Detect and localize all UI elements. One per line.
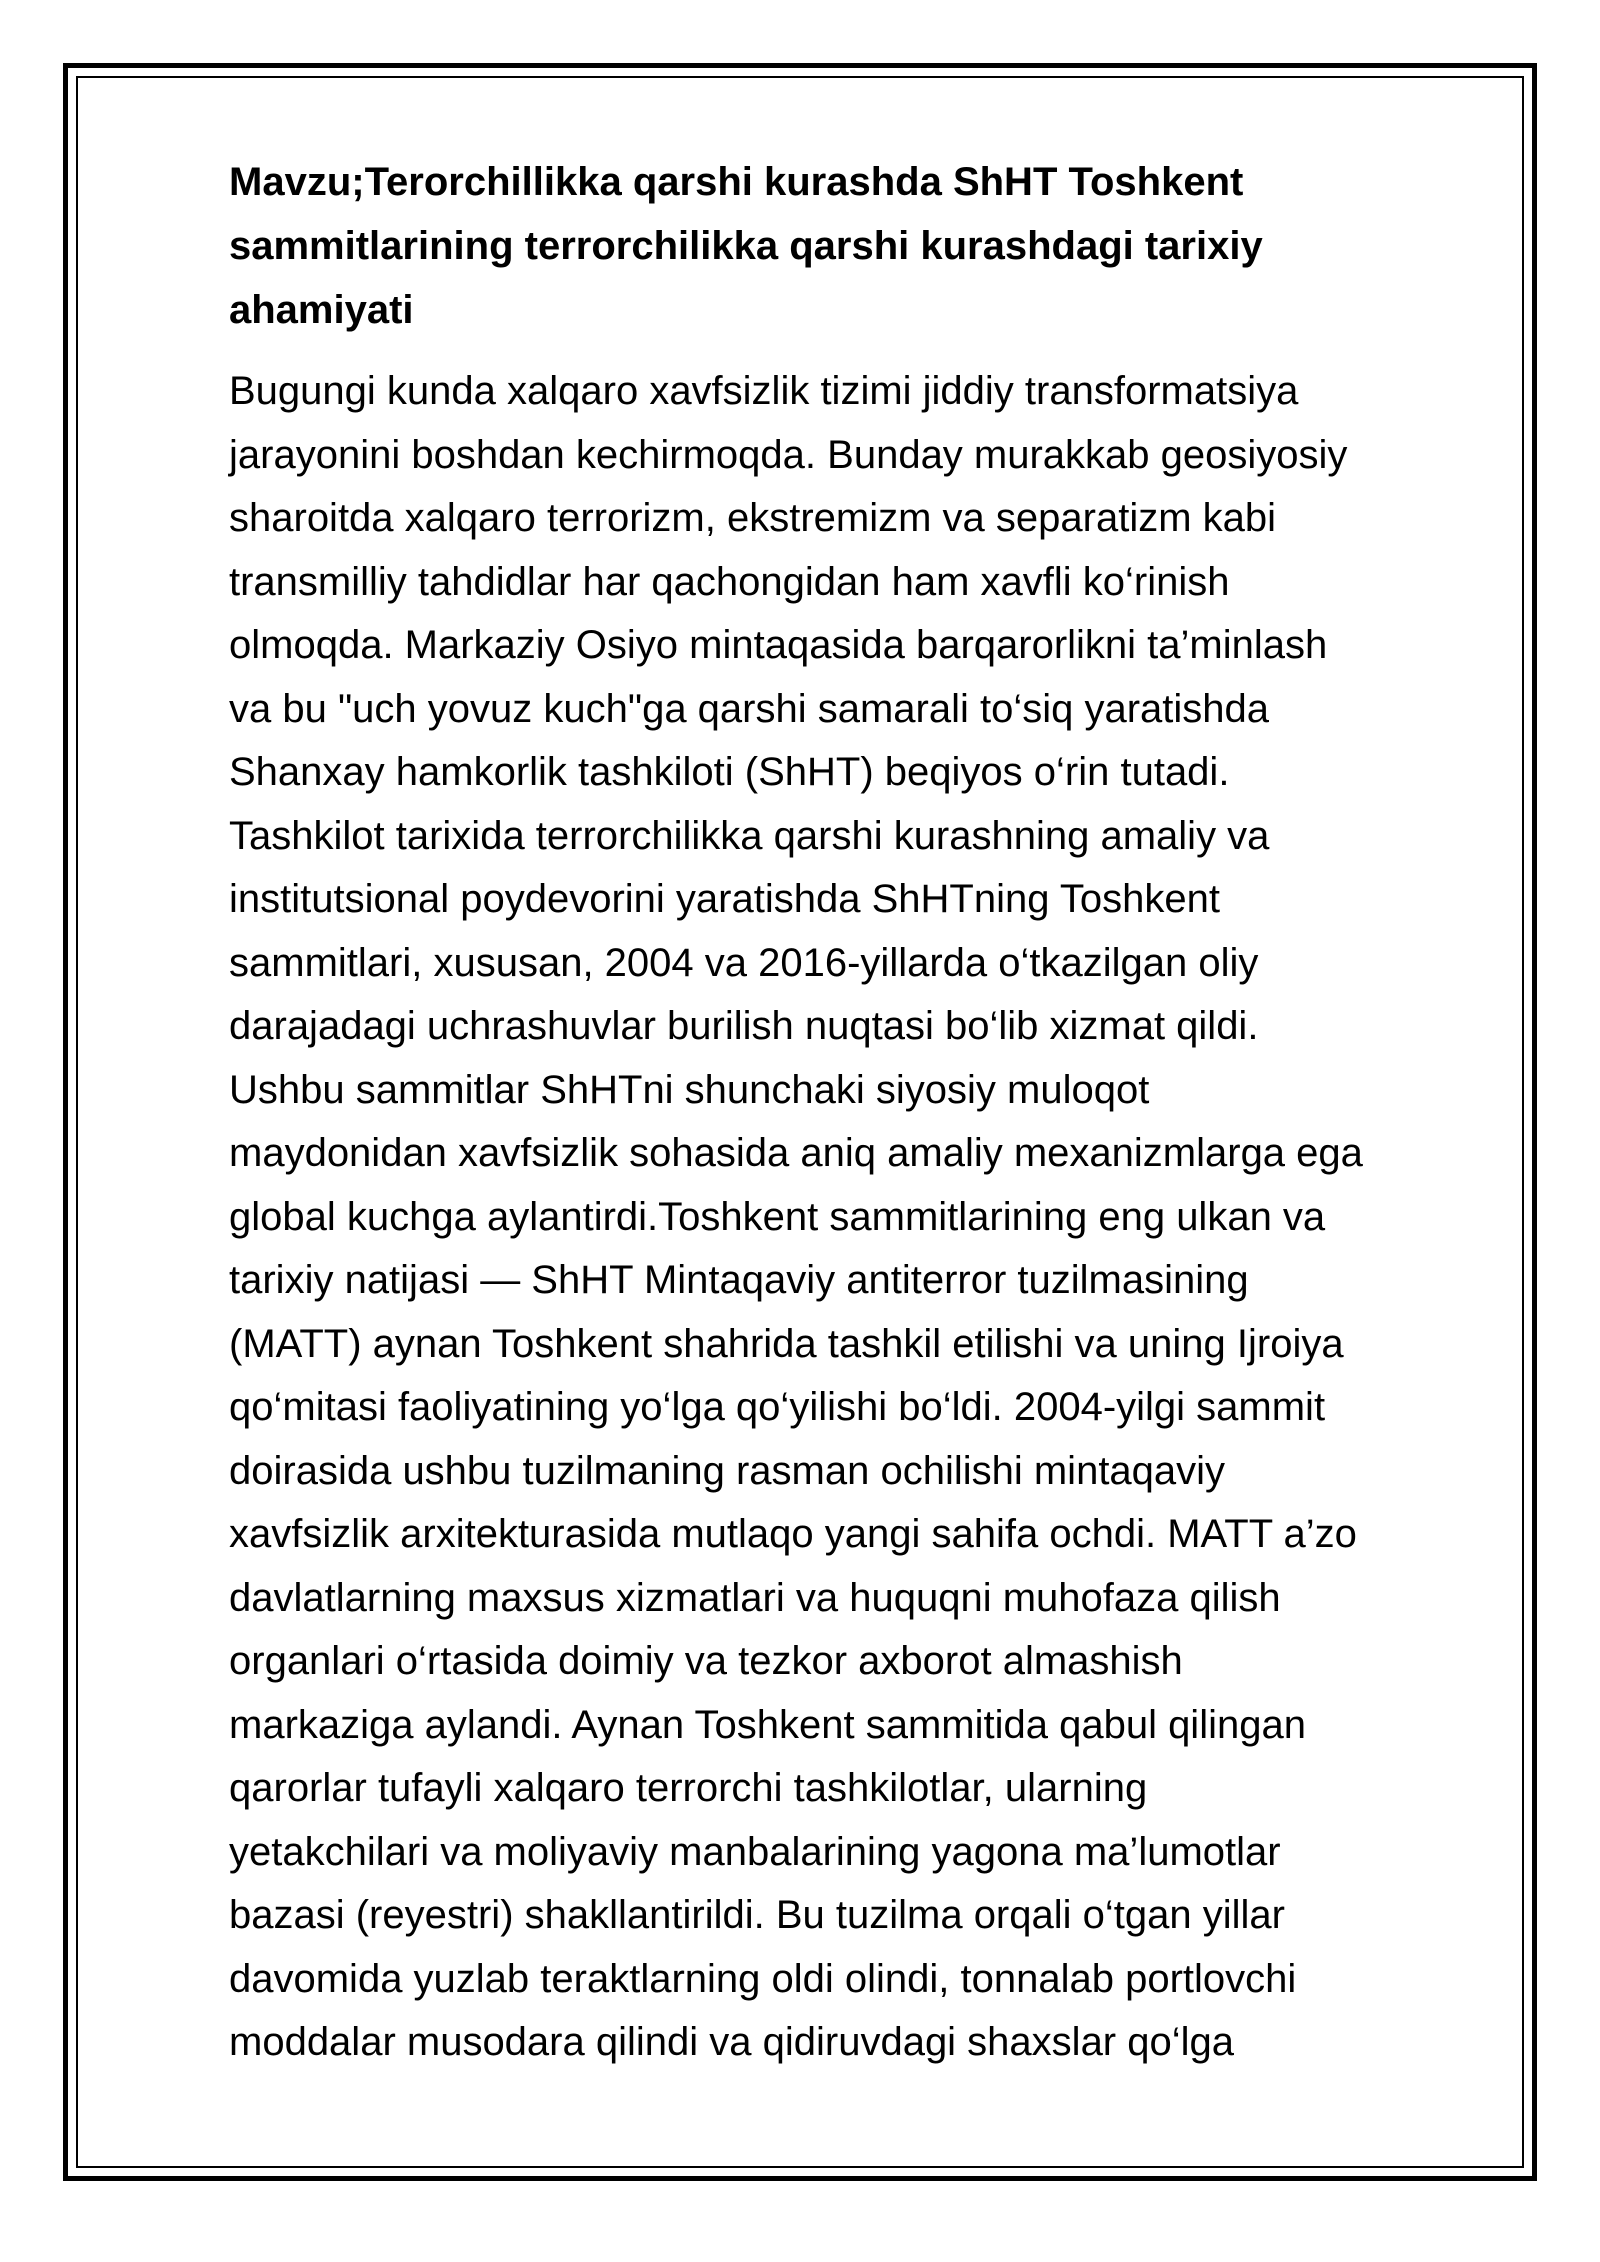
- body-line: global kuchga aylantirdi.Toshkent sammitlarining eng ulkan va: [229, 1194, 1326, 1239]
- body-line: Tashkilot tarixida terrorchilikka qarshi kurashning amaliy va: [229, 813, 1270, 858]
- body-line: olmoqda. Markaziy Osiyo mintaqasida barqarorlikni ta’minlash: [229, 623, 1328, 667]
- body-line: xavfsizlik arxitekturasida mutlaqo yangi sahifa ochdi. MATT a’zo: [229, 1512, 1357, 1556]
- body-line: qo‘mitasi faoliyatining yo‘lga qo‘yilishi bo‘ldi. 2004-yilgi sammit: [229, 1385, 1326, 1429]
- body-line: bazasi (reyestri) shakllantirildi. Bu tuzilma orqali o‘tgan yillar: [229, 1893, 1285, 1937]
- body-line: tarixiy natijasi — ShHT Mintaqaviy antiterror tuzilmasining: [229, 1258, 1249, 1302]
- body-line: va bu "uch yovuz kuch"ga qarshi samarali to‘siq yaratishda: [229, 686, 1270, 731]
- body-line: Ushbu sammitlar ShHTni shunchaki siyosiy muloqot: [229, 1067, 1150, 1112]
- body-line: qarorlar tufayli xalqaro terrorchi tashkilotlar, ularning: [229, 1766, 1148, 1810]
- body-line: transmilliy tahdidlar har qachongidan ham xavfli ko‘rinish: [229, 559, 1230, 604]
- title-line: ahamiyati: [229, 288, 414, 332]
- document-body: [229, 360, 1499, 2075]
- body-line: moddalar musodara qilindi va qidiruvdagi shaxslar qo‘lga: [229, 2020, 1234, 2064]
- body-line: Bugungi kunda xalqaro xavfsizlik tizimi jiddiy transformatsiya: [229, 369, 1299, 413]
- body-line: yetakchilari va moliyaviy manbalarining yagona ma’lumotlar: [229, 1829, 1281, 1874]
- body-line: Shanxay hamkorlik tashkiloti (ShHT) beqiyos o‘rin tutadi.: [229, 750, 1230, 794]
- document-content: [229, 150, 1499, 2075]
- body-line: institutsional poydevorini yaratishda ShHTning Toshkent: [229, 877, 1220, 921]
- body-line: davlatlarning maxsus xizmatlari va huquqni muhofaza qilish: [229, 1575, 1281, 1620]
- title-line: sammitlarining terrorchilikka qarshi kurashdagi tarixiy: [229, 224, 1263, 268]
- title-line: Mavzu;Terorchillikka qarshi kurashda ShHT Toshkent: [229, 160, 1244, 204]
- body-line: organlari o‘rtasida doimiy va tezkor axborot almashish: [229, 1639, 1183, 1683]
- document-title: [229, 150, 1499, 342]
- body-line: darajadagi uchrashuvlar burilish nuqtasi bo‘lib xizmat qildi.: [229, 1004, 1259, 1048]
- body-line: doirasida ushbu tuzilmaning rasman ochilishi mintaqaviy: [229, 1448, 1226, 1493]
- body-line: maydonidan xavfsizlik sohasida aniq amaliy mexanizmlarga ega: [229, 1131, 1363, 1175]
- body-line: davomida yuzlab teraktlarning oldi olindi, tonnalab portlovchi: [229, 1956, 1297, 2001]
- body-line: sharoitda xalqaro terrorizm, ekstremizm va separatizm kabi: [229, 496, 1277, 540]
- body-line: markaziga aylandi. Aynan Toshkent sammitida qabul qilingan: [229, 1702, 1306, 1747]
- body-line: sammitlari, xususan, 2004 va 2016-yillarda o‘tkazilgan oliy: [229, 940, 1259, 985]
- body-line: jarayonini boshdan kechirmoqda. Bunday murakkab geosiyosiy: [229, 432, 1348, 477]
- body-line: (MATT) aynan Toshkent shahrida tashkil etilishi va uning Ijroiya: [229, 1321, 1344, 1366]
